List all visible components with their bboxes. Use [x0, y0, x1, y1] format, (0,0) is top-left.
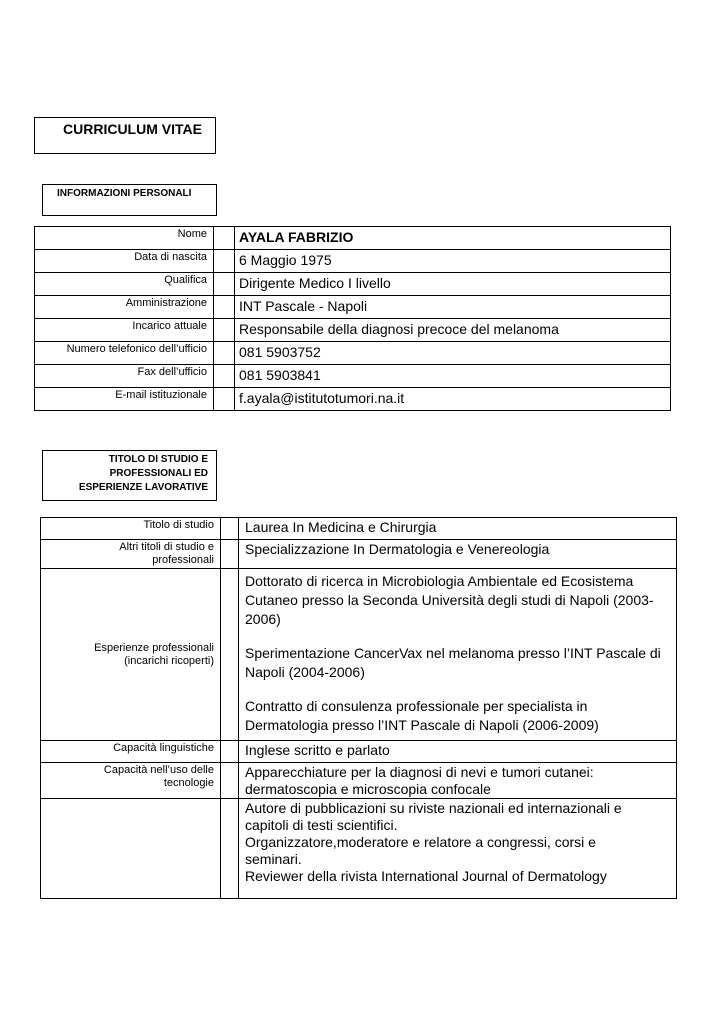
lingue-label: Capacità linguistiche [41, 741, 221, 763]
row-label: Fax dell’ufficio [35, 365, 214, 388]
studies-heading-line: ESPERIENZE LAVORATIVE [78, 482, 208, 493]
row-value: AYALA FABRIZIO [235, 227, 671, 250]
tecnologie-value [239, 763, 677, 799]
table-row [41, 799, 677, 899]
studies-heading-line: TITOLO DI STUDIO E [108, 454, 208, 465]
esperienze-label [41, 569, 221, 741]
table-row [41, 763, 677, 799]
row-value: Dirigente Medico I livello [235, 273, 671, 296]
lingue-value: Inglese scritto e parlato [239, 741, 677, 763]
studies-table [40, 517, 677, 899]
experience-item: Sperimentazione CancerVax nel melanoma presso l’INT Pascale di Napoli (2004-2006) [245, 645, 661, 680]
cv-title: CURRICULUM VITAE [63, 121, 202, 137]
row-value: 6 Maggio 1975 [235, 250, 671, 273]
value-line: dermatoscopia e microscopia confocale [245, 781, 491, 797]
row-value: 081 5903752 [235, 342, 671, 365]
table-row [35, 227, 671, 250]
table-row [41, 569, 677, 741]
titolo-label: Titolo di studio [41, 518, 221, 540]
row-label: Incarico attuale [35, 319, 214, 342]
altri-titoli-value: Specializzazione In Dermatologia e Venereologia [239, 540, 677, 569]
row-label: Amministrazione [35, 296, 214, 319]
value-line: Reviewer della rivista International Journal of Dermatology [245, 868, 607, 884]
table-row [35, 342, 671, 365]
label-line: (incarichi ricoperti) [124, 655, 214, 667]
table-row [35, 365, 671, 388]
esperienze-value [239, 569, 677, 741]
email-value: f.ayala@istitutotumori.na.it [235, 388, 671, 411]
table-row [35, 250, 671, 273]
personal-section-heading: INFORMAZIONI PERSONALI [57, 188, 192, 199]
table-row [41, 540, 677, 569]
cv-title-box [34, 117, 216, 154]
value-line: seminari. [245, 851, 302, 867]
row-label: E-mail istituzionale [35, 388, 214, 411]
table-row [41, 518, 677, 540]
personal-section-heading-box [42, 184, 217, 216]
experience-item: Dottorato di ricerca in Microbiologia Ambientale ed Ecosistema Cutaneo presso la Seconda Università degli studi di Napoli (2003-2006) [245, 573, 654, 627]
value-line: Organizzatore,moderatore e relatore a congressi, corsi e [245, 834, 596, 850]
table-row [41, 741, 677, 763]
altro-label [41, 799, 221, 899]
personal-info-table [34, 226, 671, 411]
titolo-value: Laurea In Medicina e Chirurgia [239, 518, 677, 540]
label-line: professionali [152, 554, 214, 566]
tecnologie-label [41, 763, 221, 799]
row-value: 081 5903841 [235, 365, 671, 388]
value-line: Apparecchiature per la diagnosi di nevi e tumori cutanei: [245, 764, 594, 780]
row-value: INT Pascale - Napoli [235, 296, 671, 319]
studies-section-heading-box [42, 450, 217, 501]
table-row [35, 296, 671, 319]
altri-titoli-label [41, 540, 221, 569]
table-row [35, 319, 671, 342]
table-row [35, 273, 671, 296]
row-label: Numero telefonico dell’ufficio [35, 342, 214, 365]
row-value: Responsabile della diagnosi precoce del melanoma [235, 319, 671, 342]
value-line: Autore di pubblicazioni su riviste nazionali ed internazionali e [245, 800, 622, 816]
row-label: Data di nascita [35, 250, 214, 273]
row-label: Qualifica [35, 273, 214, 296]
label-line: Esperienze professionali [94, 642, 214, 654]
label-line: Altri titoli di studio e [119, 541, 214, 553]
label-line: Capacità nell’uso delle [103, 764, 214, 776]
studies-heading-line: PROFESSIONALI ED [109, 468, 208, 479]
row-label: Nome [35, 227, 214, 250]
altro-value [239, 799, 677, 899]
table-row [35, 388, 671, 411]
experience-item: Contratto di consulenza professionale per specialista in Dermatologia presso l’INT Pascale di Napoli (2006-2009) [245, 698, 599, 733]
label-line: tecnologie [163, 777, 214, 789]
value-line: capitoli di testi scientifici. [245, 817, 398, 833]
